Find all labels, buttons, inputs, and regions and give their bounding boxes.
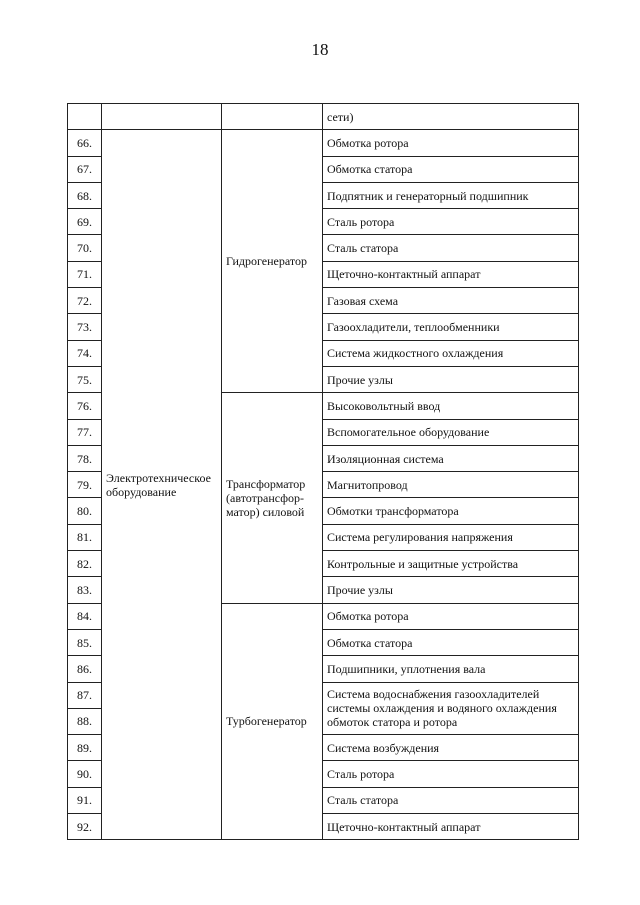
row-number: 74. [68,340,102,366]
component-cell: Сталь статора [323,235,579,261]
component-cell: Прочие узлы [323,366,579,392]
row-number: 91. [68,787,102,813]
component-cell: Изоляционная система [323,445,579,471]
row-number: 87. [68,682,102,708]
component-cell: Сталь ротора [323,761,579,787]
equipment-cell: Трансформатор (автотрансфор-матор) силовой [222,393,323,603]
component-cell: Сталь статора [323,787,579,813]
row-number: 70. [68,235,102,261]
row-number: 67. [68,156,102,182]
row-number: 68. [68,182,102,208]
category-cell: Электротехническое оборудование [102,130,222,840]
component-cell: Щеточно-контактный аппарат [323,261,579,287]
component-cell: Прочие узлы [323,577,579,603]
component-cell: Газовая схема [323,288,579,314]
table-row [68,104,579,130]
component-cell: Щеточно-контактный аппарат [323,814,579,840]
component-cell: сети) [323,104,579,130]
row-number: 66. [68,130,102,156]
row-number [68,104,102,130]
row-number: 81. [68,524,102,550]
equipment-cell: Гидрогенератор [222,130,323,393]
component-cell: Высоковольтный ввод [323,393,579,419]
row-number: 69. [68,209,102,235]
row-number: 84. [68,603,102,629]
row-number: 80. [68,498,102,524]
component-cell: Обмотка ротора [323,603,579,629]
component-cell: Система возбуждения [323,735,579,761]
table-row [68,130,579,156]
row-number: 88. [68,708,102,734]
row-number: 76. [68,393,102,419]
row-number: 71. [68,261,102,287]
component-cell: Сталь ротора [323,209,579,235]
component-cell: Система регулирования напряжения [323,524,579,550]
equipment-cell: Турбогенератор [222,603,323,840]
row-number: 79. [68,472,102,498]
equipment-table [67,103,579,840]
row-number: 77. [68,419,102,445]
row-number: 75. [68,366,102,392]
row-number: 86. [68,656,102,682]
row-number: 82. [68,551,102,577]
row-number: 85. [68,629,102,655]
row-number: 89. [68,735,102,761]
component-cell: Магнитопровод [323,472,579,498]
row-number: 90. [68,761,102,787]
component-cell: Обмотка статора [323,156,579,182]
page-number: 18 [311,40,329,59]
row-number: 72. [68,288,102,314]
component-cell: Подшипники, уплотнения вала [323,656,579,682]
row-number: 73. [68,314,102,340]
component-cell: Обмотки трансформатора [323,498,579,524]
row-number: 83. [68,577,102,603]
component-cell: Система водоснабжения газоохладителей системы охлаждения и водяного охлаждения обмоток статора и ротора [323,682,579,735]
row-number: 92. [68,814,102,840]
component-cell: Обмотка статора [323,629,579,655]
component-cell: Контрольные и защитные устройства [323,551,579,577]
component-cell: Газоохладители, теплообменники [323,314,579,340]
component-cell: Обмотка ротора [323,130,579,156]
component-cell: Вспомогательное оборудование [323,419,579,445]
component-cell: Система жидкостного охлаждения [323,340,579,366]
component-cell: Подпятник и генераторный подшипник [323,182,579,208]
row-number: 78. [68,445,102,471]
